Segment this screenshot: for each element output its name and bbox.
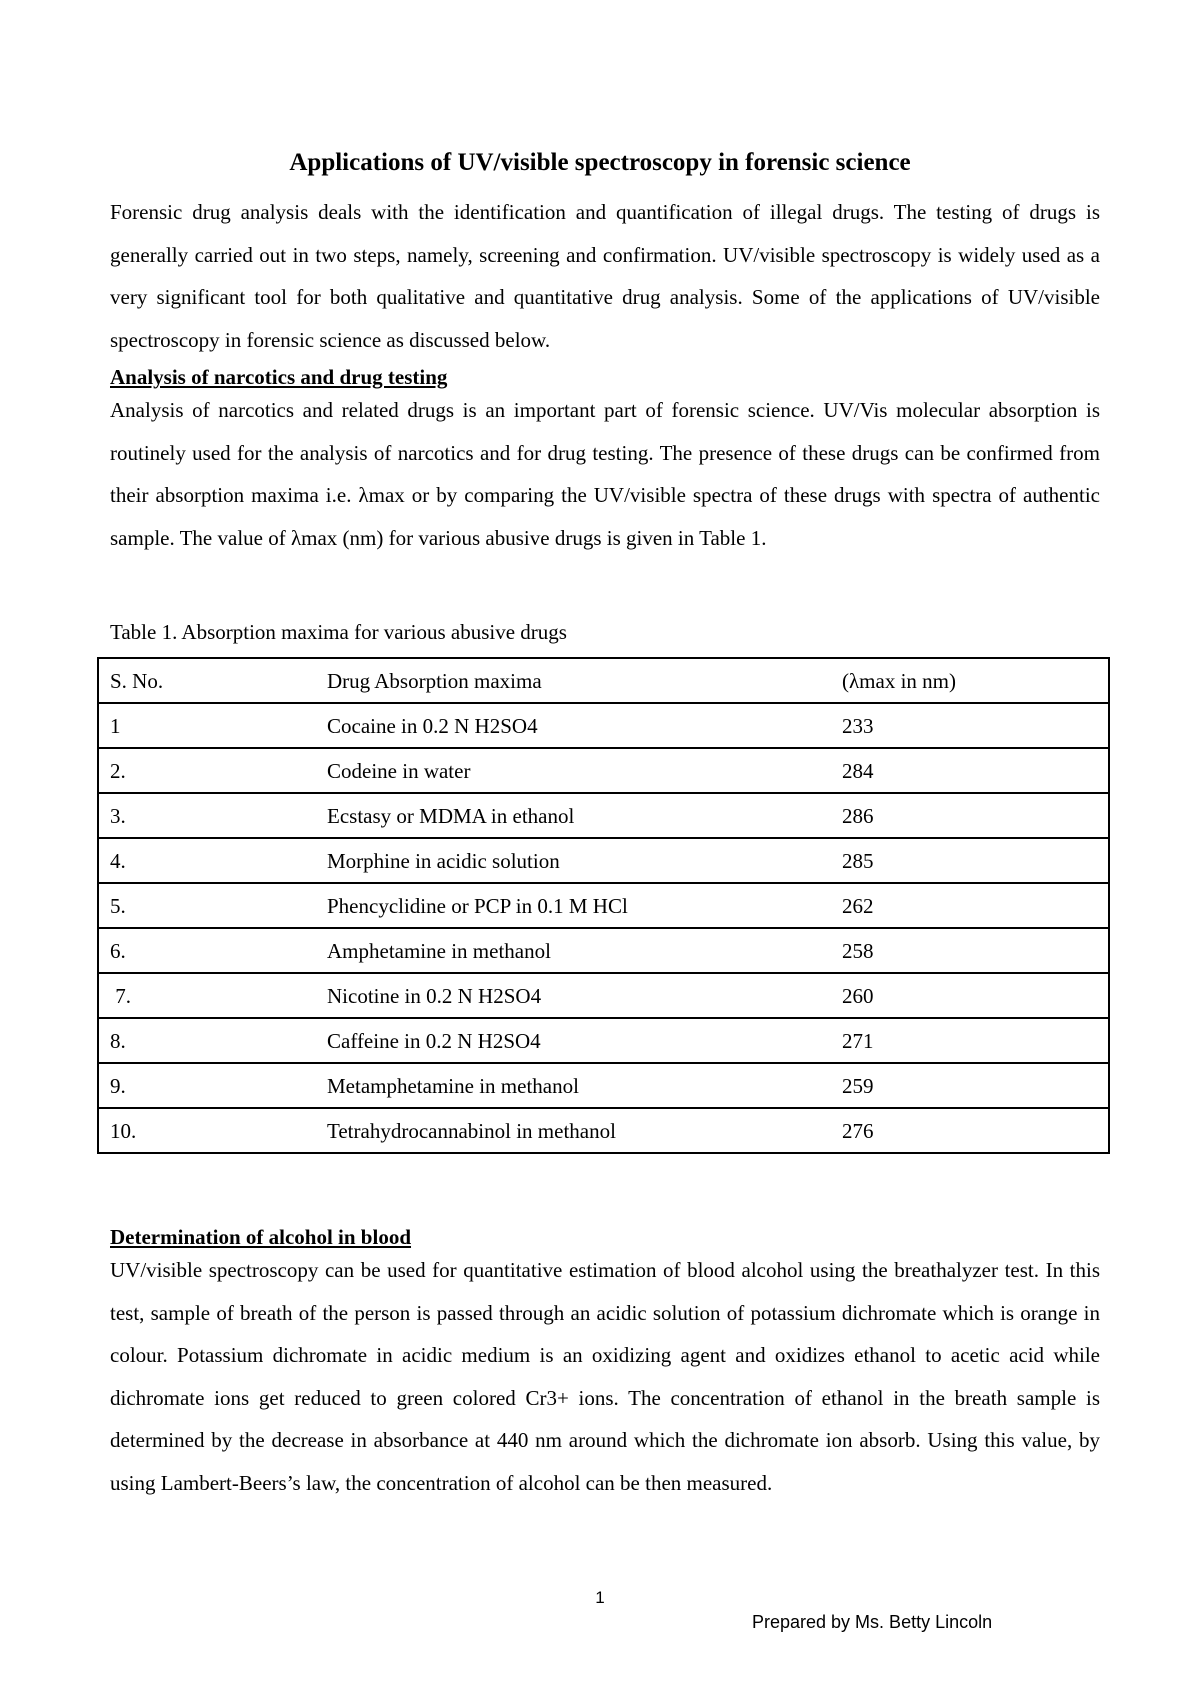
table-caption: Table 1. Absorption maxima for various abusive drugs	[110, 620, 567, 644]
table-cell-sno: 7.	[98, 973, 316, 1018]
table-header-row	[98, 658, 1109, 703]
table-row	[98, 973, 1109, 1018]
table-cell-drug: Tetrahydrocannabinol in methanol	[316, 1108, 831, 1153]
table-cell-lambda: 276	[831, 1108, 1109, 1153]
table-cell-drug: Morphine in acidic solution	[316, 838, 831, 883]
page-number: 1	[595, 1588, 605, 1607]
section-heading-narcotics: Analysis of narcotics and drug testing	[110, 365, 448, 389]
alcohol-paragraph: UV/visible spectroscopy can be used for quantitative estimation of blood alcohol using the breathalyzer test. In this test, sample of breath of the person is passed through an acidic solution of potassium dichromate which is orange in colour. Potassium dichromate in acidic medium is an oxidizing agent and oxidizes ethanol to acetic acid while dichromate ions get reduced to green colored Cr3+ ions. The concentration of ethanol in the breath sample is determined by the decrease in absorbance at 440 nm around which the dichromate ion absorb. Using this value, by using Lambert-Beers’s law, the concentration of alcohol can be then measured.	[110, 1258, 1100, 1495]
table-cell-lambda: 259	[831, 1063, 1109, 1108]
table-cell-drug: Codeine in water	[316, 748, 831, 793]
table-header-cell: S. No.	[98, 658, 316, 703]
table-row	[98, 793, 1109, 838]
table-cell-lambda: 260	[831, 973, 1109, 1018]
table-cell-sno: 4.	[98, 838, 316, 883]
table-row	[98, 883, 1109, 928]
table-cell-lambda: 284	[831, 748, 1109, 793]
table-row	[98, 1108, 1109, 1153]
table-cell-drug: Nicotine in 0.2 N H2SO4	[316, 973, 831, 1018]
table-cell-lambda: 285	[831, 838, 1109, 883]
table-cell-drug: Ecstasy or MDMA in ethanol	[316, 793, 831, 838]
table-header-cell: Drug Absorption maxima	[316, 658, 831, 703]
table-row	[98, 838, 1109, 883]
table-cell-drug: Amphetamine in methanol	[316, 928, 831, 973]
table-cell-sno: 6.	[98, 928, 316, 973]
section-heading-alcohol: Determination of alcohol in blood	[110, 1225, 412, 1249]
narcotics-paragraph: Analysis of narcotics and related drugs is an important part of forensic science. UV/Vis molecular absorption is routinely used for the analysis of narcotics and for drug testing. The presence of these drugs can be confirmed from their absorption maxima i.e. λmax or by comparing the UV/visible spectra of these drugs with spectra of authentic sample. The value of λmax (nm) for various abusive drugs is given in Table 1.	[110, 398, 1100, 550]
table-row	[98, 703, 1109, 748]
footer-author: Prepared by Ms. Betty Lincoln	[752, 1612, 993, 1632]
table-cell-drug: Cocaine in 0.2 N H2SO4	[316, 703, 831, 748]
table-cell-sno: 8.	[98, 1018, 316, 1063]
table-header-cell: (λmax in nm)	[831, 658, 1109, 703]
table-row	[98, 928, 1109, 973]
table-cell-sno: 10.	[98, 1108, 316, 1153]
table-row	[98, 748, 1109, 793]
table-cell-lambda: 271	[831, 1018, 1109, 1063]
document-title: Applications of UV/visible spectroscopy in forensic science	[289, 149, 911, 176]
table-cell-lambda: 262	[831, 883, 1109, 928]
table-cell-drug: Caffeine in 0.2 N H2SO4	[316, 1018, 831, 1063]
table-row	[98, 1063, 1109, 1108]
table-cell-drug: Metamphetamine in methanol	[316, 1063, 831, 1108]
table-cell-drug: Phencyclidine or PCP in 0.1 M HCl	[316, 883, 831, 928]
table-cell-sno: 2.	[98, 748, 316, 793]
table-row	[98, 1018, 1109, 1063]
table-cell-sno: 3.	[98, 793, 316, 838]
table-cell-sno: 5.	[98, 883, 316, 928]
table-cell-lambda: 233	[831, 703, 1109, 748]
table-cell-sno: 1	[98, 703, 316, 748]
table-cell-lambda: 258	[831, 928, 1109, 973]
table-cell-lambda: 286	[831, 793, 1109, 838]
absorption-table	[97, 657, 1110, 1154]
intro-paragraph: Forensic drug analysis deals with the identification and quantification of illegal drugs. The testing of drugs is generally carried out in two steps, namely, screening and confirmation. UV/visible spectroscopy is widely used as a very significant tool for both qualitative and quantitative drug analysis. Some of the applications of UV/visible spectroscopy in forensic science as discussed below.	[110, 200, 1100, 352]
table-cell-sno: 9.	[98, 1063, 316, 1108]
